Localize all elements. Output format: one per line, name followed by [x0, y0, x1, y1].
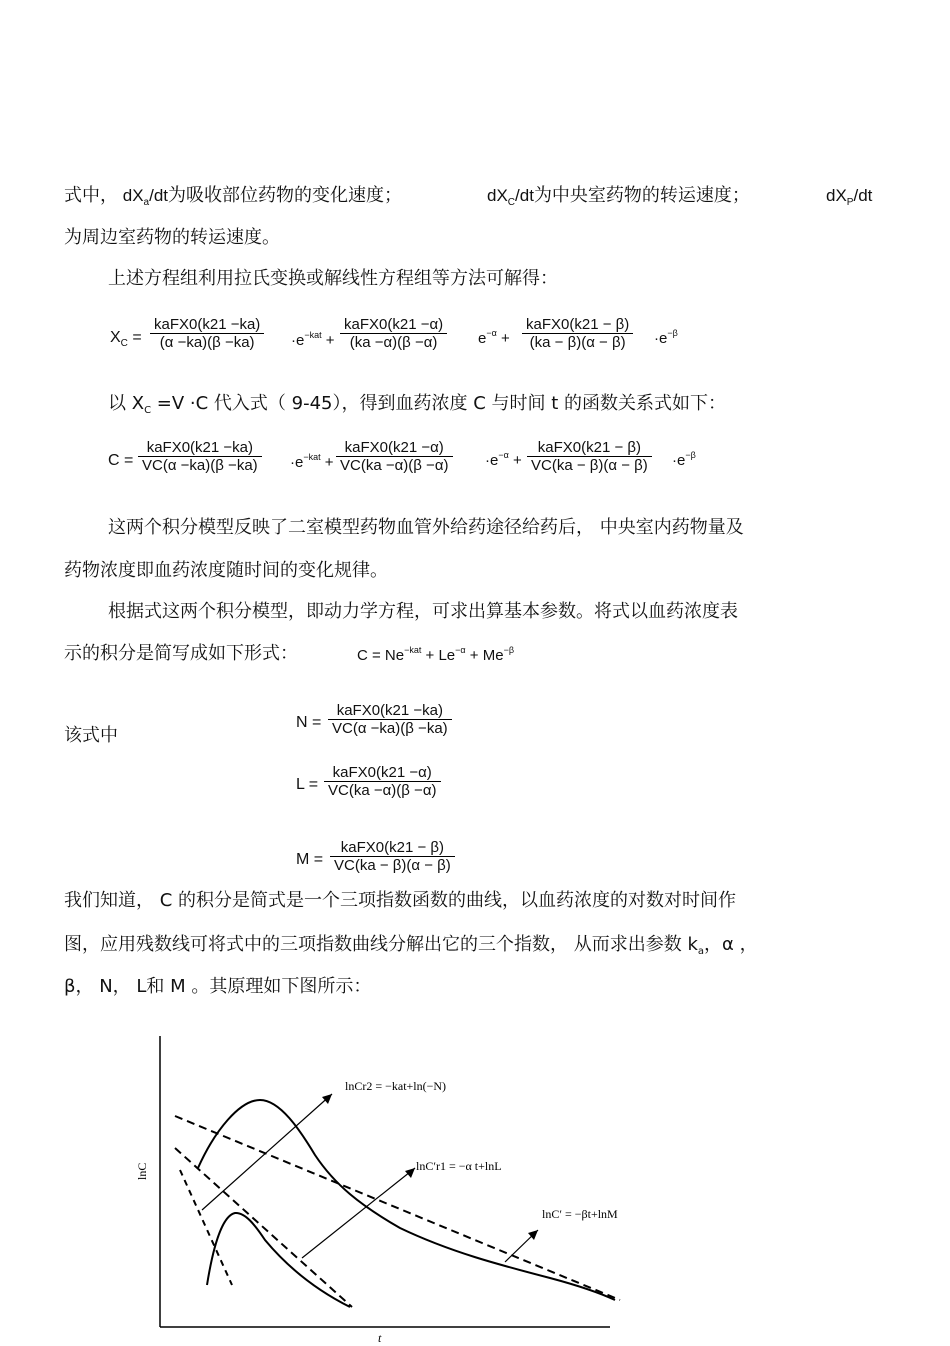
eq2-term1-denominator: VC(α −ka)(β −ka) [138, 456, 262, 474]
text-dxa-desc: 为吸收部位药物的变化速度； [168, 185, 402, 206]
def-n-numerator: kaFX0(k21 −ka) [336, 702, 443, 719]
paragraph-6-line-3: β， N， L和 M 。其原理如下图所示： [64, 976, 372, 997]
def-l-fraction [324, 764, 441, 799]
paragraph-6-line-2 [64, 934, 758, 963]
def-n-denominator: VC(α −ka)(β −ka) [328, 719, 452, 737]
eq2-term2-numerator: kaFX0(k21 −α) [344, 439, 444, 456]
paragraph-5-line-2: 示的积分是简写成如下形式： [64, 643, 298, 664]
paragraph-1-line-1b [487, 185, 750, 214]
eq2-plus-2: + [512, 452, 522, 469]
eq2-term1-exp-sup: −kat [303, 452, 321, 462]
def-m-fraction [330, 839, 455, 874]
eq1-term2-exp [478, 328, 510, 347]
arrow-2 [302, 1168, 415, 1258]
def-m-denominator: VC(ka − β)(α − β) [330, 856, 455, 874]
p3-text-a: 以 X [108, 393, 145, 414]
eq2-term2-fraction [336, 439, 453, 474]
eq2-term1-exp: $\cdot e^{-kat}$ + [290, 452, 334, 471]
p5-equation [357, 645, 514, 664]
eq1-term1-fraction [150, 316, 264, 351]
eq1-equals: = [132, 329, 142, 346]
eq1-term3-exp: $\cdot e^{-\beta}$ [654, 328, 678, 347]
annotation-ka: lnCr2 = −kat+ln(−N) [345, 1079, 447, 1093]
eq2-plus-1: + [324, 454, 334, 471]
p5-eq-sup2: −α [455, 645, 466, 655]
eq2-term1-e: e [295, 454, 304, 471]
p5-eq-a: C = Ne [357, 647, 405, 664]
symbol-dxc-dt: /dt [515, 186, 534, 205]
eq1-lhs-sub: C [120, 338, 128, 349]
arrow-2-head [405, 1168, 415, 1178]
paragraph-1-line-2: 为周边室药物的转运速度。 [64, 227, 280, 248]
annotation-beta: lnC′ = −βt+lnM [542, 1207, 618, 1221]
eq1-term2-e: e [478, 330, 487, 347]
eq2-term2-exp-sup: −α [498, 450, 509, 460]
p5-eq-sup3: −β [503, 645, 514, 655]
eq2-term1-numerator: kaFX0(k21 −ka) [146, 439, 253, 456]
dashed-line-alpha [175, 1148, 352, 1307]
eq1-term3-numerator: kaFX0(k21 − β) [526, 316, 630, 333]
def-n-fraction [328, 702, 452, 737]
symbol-dxp-sub: P [846, 197, 854, 208]
eq2-term3-exp: $\cdot e^{-\beta}$ [672, 450, 696, 469]
symbol-dxc-sub: C [507, 197, 516, 208]
eq2-term3-e: e [677, 452, 686, 469]
text-prefix: 式中， [64, 185, 118, 206]
text-dxc-desc: 为中央室药物的转运速度； [533, 185, 750, 206]
p5-eq-mid: + Le [421, 647, 456, 664]
paragraph-3 [108, 393, 726, 422]
symbol-dxp: dX [826, 186, 847, 205]
eq1-term2-exp-sup: −α [486, 328, 497, 338]
eq2-term2-denominator: VC(ka −α)(β −α) [336, 456, 453, 474]
symbol-dxc: dX [487, 186, 508, 205]
arrow-1-head [322, 1094, 332, 1104]
figure-residual-lines [120, 1030, 680, 1345]
eq1-term1-denominator: (α −ka)(β −ka) [150, 333, 264, 351]
def-m-numerator: kaFX0(k21 − β) [340, 839, 445, 856]
p5-eq-end: + Me [465, 647, 504, 664]
eq1-term3-denominator: (ka − β)(α − β) [522, 333, 633, 351]
p5-eq-sup1: −kat [404, 645, 422, 655]
def-l-lhs: L = [296, 776, 319, 793]
eq2-lhs: C = [108, 452, 134, 469]
lower-curve [207, 1213, 350, 1307]
eq2-term2-exp: $\cdot e^{-\alpha}$ + [485, 450, 522, 469]
def-l-denominator: VC(ka −α)(β −α) [324, 781, 441, 799]
eq2-term3-exp-sup: −β [685, 450, 696, 460]
eq1-lhs [110, 329, 142, 349]
eq1-term2-numerator: kaFX0(k21 −α) [344, 316, 444, 333]
eq2-term3-numerator: kaFX0(k21 − β) [537, 439, 642, 456]
dashed-line-ka [180, 1170, 232, 1285]
eq1-term2-fraction [340, 316, 447, 351]
eq1-term3-exp-sup: −β [667, 328, 678, 338]
eq1-term1-e: e [296, 332, 305, 349]
eq2-term3-fraction [527, 439, 652, 474]
paragraph-2: 上述方程组利用拉氏变换或解线性方程组等方法可解得： [108, 268, 558, 289]
paragraph-1-line-1 [64, 185, 402, 214]
p3-text-b: =V ·C 代入式（ 9-45），得到血药浓度 C 与时间 t 的函数关系式如下： [151, 393, 726, 414]
eq1-term1-exp: $\cdot e^{-kat}$ + [291, 330, 335, 349]
eq1-term1-exp-sup: −kat [304, 330, 322, 340]
annotation-alpha: lnC′r1 = −α t+lnL [416, 1159, 502, 1173]
p6-l2-text: 图，应用残数线可将式中的三项指数曲线分解出它的三个指数， 从而求出参数 k [64, 934, 698, 955]
p3-sub: C [144, 405, 152, 416]
paragraph-1-line-1c [826, 185, 872, 214]
symbol-dxa-sub: a [143, 197, 150, 208]
eq1-term3-fraction [522, 316, 633, 351]
paragraph-5-line-1: 根据式这两个积分模型，即动力学方程，可求出算基本参数。将式以血药浓度表 [108, 601, 738, 622]
eq1-plus-1: + [325, 332, 335, 349]
paragraph-6-line-1: 我们知道， C 的积分是简式是一个三项指数函数的曲线，以血药浓度的对数对时间作 [64, 890, 737, 911]
eq1-plus-2: + [500, 330, 510, 347]
eq2-term2-e: e [490, 452, 499, 469]
symbol-dxa: dX [122, 186, 144, 205]
def-m-lhs: M = [296, 851, 324, 868]
y-axis-label: lnC [135, 1162, 149, 1180]
paragraph-4-line-2: 药物浓度即血药浓度随时间的变化规律。 [64, 560, 388, 581]
eq2-term3-denominator: VC(ka − β)(α − β) [527, 456, 652, 474]
defs-label: 该式中 [64, 725, 118, 746]
p6-l2-end: ，α ， [704, 934, 758, 955]
eq1-term2-denominator: (ka −α)(β −α) [340, 333, 447, 351]
symbol-dxa-dt: /dt [149, 186, 168, 205]
eq2-term1-fraction [138, 439, 262, 474]
symbol-dxp-dt: /dt [853, 186, 873, 205]
main-curve [198, 1100, 615, 1300]
x-axis-label: t [378, 1331, 382, 1345]
eq1-term3-e: e [659, 330, 668, 347]
def-l-numerator: kaFX0(k21 −α) [332, 764, 432, 781]
eq1-term1-numerator: kaFX0(k21 −ka) [154, 316, 261, 333]
eq1-lhs-x: X [110, 329, 121, 346]
def-n-lhs: N = [296, 714, 322, 731]
paragraph-4-line-1: 这两个积分模型反映了二室模型药物血管外给药途径给药后， 中央室内药物量及 [108, 517, 744, 538]
p6-l2-sub: a [697, 946, 705, 957]
